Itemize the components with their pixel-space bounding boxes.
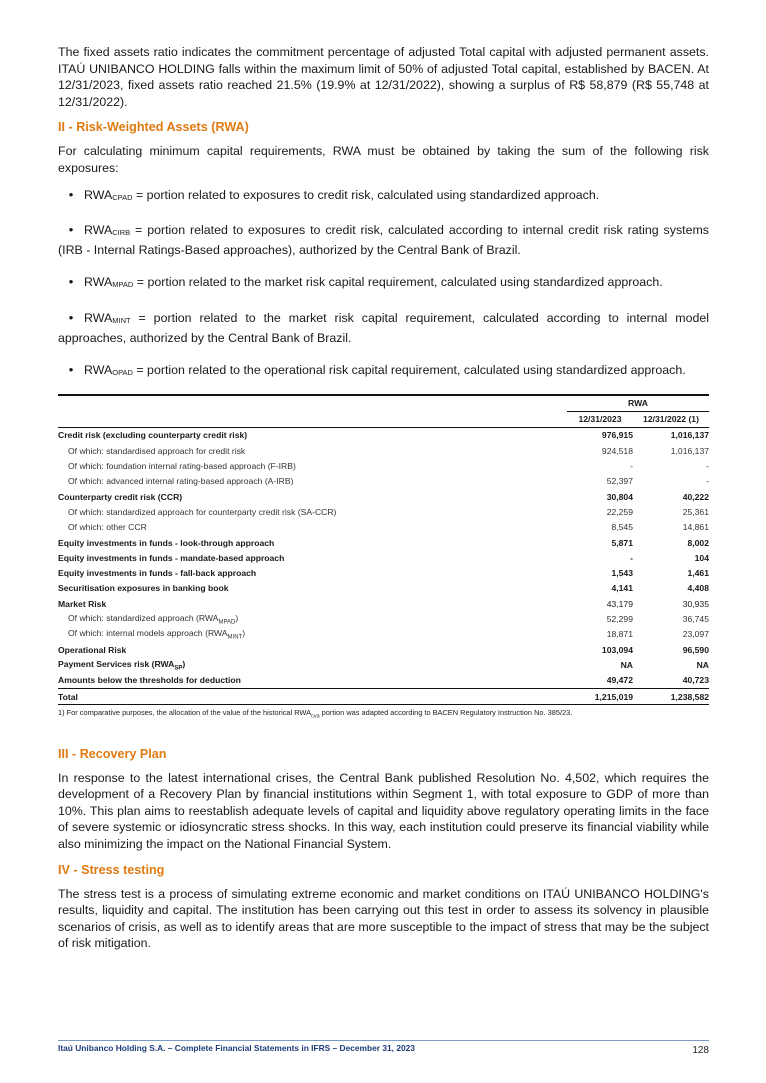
row-label: Counterparty credit risk (CCR) (58, 491, 183, 502)
bullet-dot-icon: • (68, 186, 74, 202)
stress-testing-title: IV - Stress testing (58, 862, 165, 877)
row-value-2023: 52,299 (606, 614, 633, 625)
row-label: Of which: foundation internal rating-based approach (F-IRB) (68, 461, 296, 472)
table-row (58, 627, 709, 642)
row-value-2023: 22,259 (606, 506, 633, 517)
bullet-text: = portion related to the market risk capital requirement, calculated according to internal model approaches, authorized by the Central Bank of Brazil. (58, 310, 709, 345)
row-value-2023: 49,472 (606, 675, 633, 686)
rwa-bullet-list (58, 187, 709, 382)
row-label: Equity investments in funds - fall-back approach (58, 568, 257, 579)
row-value-2023: - (630, 461, 633, 472)
bullet-dot-icon: • (68, 274, 74, 290)
bullet-prefix: RWA (84, 223, 113, 238)
bullet-rwa-cirb (58, 222, 709, 258)
row-label: Equity investments in funds - mandate-based approach (58, 552, 285, 563)
table-row (58, 520, 709, 535)
table-row (58, 657, 709, 672)
row-value-2022: 8,002 (687, 537, 709, 548)
row-value-2023: 18,871 (606, 629, 633, 640)
table-row (58, 489, 709, 504)
rwa-table-body (58, 427, 709, 688)
row-value-2022: 1,461 (687, 568, 709, 579)
bullet-dot-icon: • (68, 222, 74, 238)
table-row (58, 504, 709, 519)
row-value-2022: 1,016,137 (670, 445, 709, 456)
rwa-intro-paragraph: For calculating minimum capital requirements, RWA must be obtained by taking the sum of the following risk exposures: (58, 144, 709, 175)
table-row (58, 565, 709, 580)
row-value-2022: 96,590 (682, 644, 709, 655)
table-footnote: 1) For comparative purposes, the allocation of the value of the historical $RWA_{cva}$ portion was adapted according to BACEN Regulatory Instruction No. 385/23. (58, 708, 573, 720)
bullet-dot-icon: • (68, 309, 74, 325)
rwa-group-header: RWA (567, 396, 709, 411)
total-label: Total (58, 691, 78, 702)
row-value-2023: 8,545 (611, 522, 633, 533)
row-label: Of which: standardized approach $(RWA_{MPAD})$ (68, 612, 239, 626)
stress-testing-paragraph: The stress test is a process of simulating extreme economic and market conditions on ITAÚ UNIBANCO HOLDING's results, liquidity and capital. The institution has been carrying out this test in order to assess its solvency in plausible scenarios of crisis, as well as to identify areas that are more susceptible to the impact of stress that may be the subject of risk mitigation. (58, 886, 709, 951)
row-value-2022: 40,723 (682, 675, 709, 686)
table-row (58, 550, 709, 565)
bullet-subscript: MPAD (112, 280, 134, 290)
row-value-2022: 36,745 (682, 614, 709, 625)
bullet-subscript: OPAD (112, 368, 133, 378)
table-row (58, 458, 709, 473)
bullet-subscript: MINT (112, 315, 131, 325)
row-value-2022: 23,097 (682, 629, 709, 640)
bullet-subscript: CIRB (112, 228, 131, 238)
bullet-text: = portion related to exposures to credit risk, calculated according to internal credit risk rating systems (IRB - Internal Ratings-Based approaches), authorized by the Central Bank of Brazil. (58, 223, 709, 257)
total-2022: 1,238,582 (670, 691, 709, 702)
row-value-2022: - (706, 476, 709, 487)
row-value-2023: 103,094 (601, 644, 633, 655)
row-label: Market Risk (58, 598, 107, 609)
row-value-2022: 40,222 (682, 491, 709, 502)
bullet-rwa-opad (58, 362, 709, 382)
row-label: Equity investments in funds - look-through approach (58, 537, 275, 548)
bullet-prefix: RWA (84, 310, 113, 325)
bullet-prefix: RWA (84, 363, 113, 378)
bullet-text: = portion related to exposures to credit risk, calculated using standardized approach. (132, 187, 600, 202)
table-row (58, 581, 709, 596)
row-value-2022: 1,016,137 (670, 430, 709, 441)
row-label: Operational Risk (58, 644, 127, 655)
page-number: 128 (692, 1045, 709, 1056)
row-value-2022: 104 (694, 552, 709, 563)
row-value-2023: 30,804 (606, 491, 633, 502)
row-value-2023: NA (620, 659, 633, 670)
row-value-2023: 43,179 (606, 598, 633, 609)
column-header-2023: 12/31/2023 (578, 414, 622, 425)
column-header-2022: 12/31/2022 (1) (643, 414, 699, 425)
row-label: Of which: internal models approach $(RWA_{MINT})$ (68, 627, 246, 641)
row-label: Of which: other CCR (68, 522, 147, 533)
table-row (58, 474, 709, 489)
row-value-2023: 1,543 (611, 568, 633, 579)
row-value-2022: - (706, 461, 709, 472)
table-row (58, 596, 709, 611)
page-footer (58, 1040, 709, 1056)
row-value-2023: 976,915 (601, 430, 633, 441)
table-row (58, 443, 709, 458)
row-value-2022: NA (696, 659, 709, 670)
bullet-text: = portion related to the operational risk capital requirement, calculated using standardized approach. (132, 363, 686, 378)
rwa-table-wrapper (58, 394, 709, 720)
row-value-2023: 924,518 (601, 445, 633, 456)
row-label: Credit risk (excluding counterparty credit risk) (58, 430, 248, 441)
bullet-text: = portion related to the market risk capital requirement, calculated using standardized approach. (133, 275, 663, 290)
rwa-table (58, 396, 709, 705)
row-label: Amounts below the thresholds for deduction (58, 675, 241, 686)
table-row (58, 673, 709, 689)
row-value-2023: 52,397 (606, 476, 633, 487)
row-value-2022: 30,935 (682, 598, 709, 609)
bullet-rwa-mpad (58, 274, 709, 294)
bullet-subscript: CPAD (112, 192, 133, 202)
table-row (58, 611, 709, 626)
recovery-plan-title: III - Recovery Plan (58, 746, 167, 761)
row-label: Of which: standardized approach for counterparty credit risk (SA-CCR) (68, 506, 337, 517)
table-row (58, 642, 709, 657)
table-row (58, 535, 709, 550)
bullet-prefix: RWA (84, 187, 113, 202)
document-page (58, 44, 709, 952)
row-label: Of which: advanced internal rating-based approach (A-IRB) (68, 476, 294, 487)
row-value-2022: 4,408 (687, 583, 709, 594)
rwa-section-title: II - Risk-Weighted Assets (RWA) (58, 120, 249, 135)
fixed-assets-paragraph: The fixed assets ratio indicates the commitment percentage of adjusted Total capital with adjusted permanent assets. ITAÚ UNIBANCO HOLDING falls within the maximum limit of 50% of adjusted Total capital, established by BACEN. At 12/31/2023, fixed assets ratio reached 21.5% (19.9% at 12/31/2022), showing a surplus of R$ 58,879 (R$ 55,748 at 12/31/2022). (58, 45, 709, 109)
row-label: Payment Services risk $(RWA_{SP})$ (58, 658, 186, 672)
table-row (58, 427, 709, 443)
recovery-plan-paragraph: In response to the latest international crises, the Central Bank published Resolution No. 4,502, which requires the development of a Recovery Plan by financial institutions within Segment 1, with total exposure to GDP of more than 10%. This plan aims to reestablish adequate levels of capital and liquidity above regulatory operating limits in the face of severe systemic or idiosyncratic stress shocks. In this way, each institution could preserve its financial viability while also minimizing the impact on the National Financial System. (58, 770, 709, 851)
row-value-2023: 4,141 (611, 583, 633, 594)
bullet-rwa-mint (58, 310, 709, 346)
row-value-2022: 14,861 (682, 522, 709, 533)
footer-text: Itaú Unibanco Holding S.A. – Complete Financial Statements in IFRS – December 31, 2023 (58, 1043, 415, 1053)
row-label: Of which: standardised approach for credit risk (68, 445, 246, 456)
table-column-header-row (58, 411, 709, 427)
total-2023: 1,215,019 (594, 691, 633, 702)
bullet-prefix: RWA (84, 275, 113, 290)
row-value-2023: - (630, 552, 633, 563)
row-value-2022: 25,361 (682, 506, 709, 517)
bullet-rwa-cpad (58, 187, 709, 207)
table-group-header-row (58, 396, 709, 411)
row-value-2023: 5,871 (611, 537, 633, 548)
row-label: Securitisation exposures in banking book (58, 583, 229, 594)
bullet-dot-icon: • (68, 362, 74, 378)
table-total-row (58, 688, 709, 704)
